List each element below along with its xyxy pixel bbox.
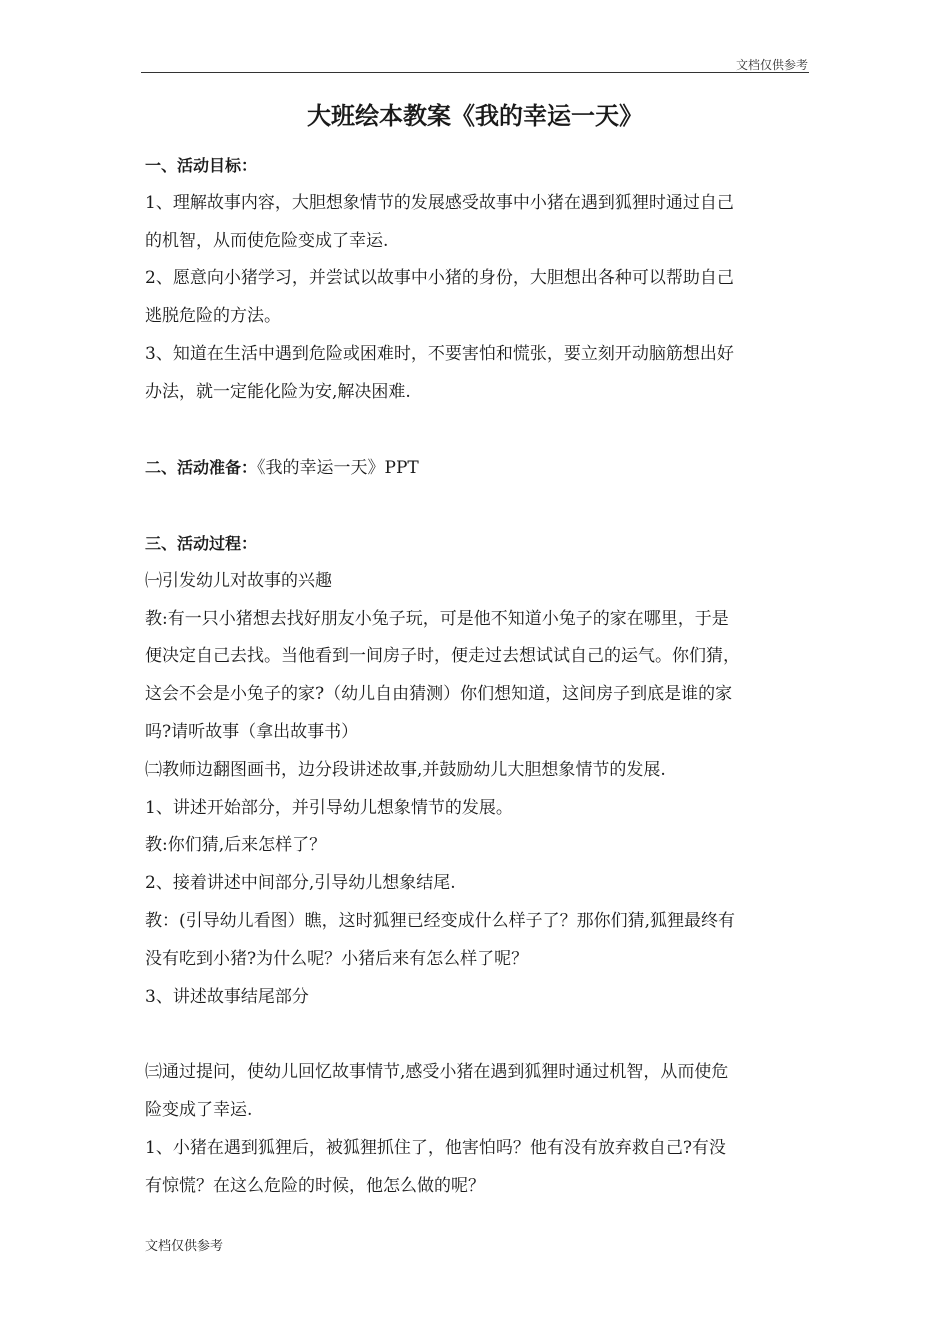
preparation-text: 《我的幸运一天》PPT bbox=[257, 458, 419, 479]
document-body bbox=[145, 147, 807, 1205]
step-3-question-1-line-2: 有惊慌？在这么危险的时候，他怎么做的呢？ bbox=[145, 1175, 485, 1196]
goal-1-line-1: 1、理解故事内容，大胆想象情节的发展感受故事中小猪在遇到狐狸时通过自己 bbox=[145, 192, 734, 213]
step-1-line-1: 教:有一只小猪想去找好朋友小兔子玩，可是他不知道小兔子的家在哪里，于是 bbox=[145, 608, 729, 629]
step-1-title: ㈠引发幼儿对故事的兴趣 bbox=[145, 570, 332, 591]
document-title: 大班绘本教案《我的幸运一天》 bbox=[307, 102, 643, 130]
step-3-question-1-line-1: 1、小猪在遇到狐狸后，被狐狸抓住了，他害怕吗？他有没有放弃救自己?有没 bbox=[145, 1137, 726, 1158]
step-2-sub-2-question-line-1: 教：(引导幼儿看图）瞧，这时狐狸已经变成什么样子了？那你们猜,狐狸最终有 bbox=[145, 910, 736, 931]
spacer bbox=[145, 412, 807, 450]
spacer bbox=[145, 487, 807, 525]
goal-3-line-2: 办法，就一定能化险为安,解决困难. bbox=[145, 381, 411, 402]
step-2-sub-1-question: 教:你们猜,后来怎样了？ bbox=[145, 835, 327, 856]
goal-1-line-2: 的机智，从而使危险变成了幸运. bbox=[145, 230, 389, 251]
step-2-sub-1: 1、讲述开始部分，并引导幼儿想象情节的发展。 bbox=[145, 797, 513, 818]
step-1-line-3: 这会不会是小兔子的家?（幼儿自由猜测）你们想知道，这间房子到底是谁的家 bbox=[145, 684, 733, 705]
step-1-line-2: 便决定自己去找。当他看到一间房子时，便走过去想试试自己的运气。你们猜， bbox=[145, 646, 740, 667]
footer-note: 文档仅供参考 bbox=[145, 1239, 224, 1254]
goal-2-line-1: 2、愿意向小猪学习，并尝试以故事中小猪的身份，大胆想出各种可以帮助自己 bbox=[145, 268, 734, 289]
goals-heading: 一、活动目标： bbox=[145, 156, 258, 175]
step-2-title: ㈡教师边翻图画书，边分段讲述故事,并鼓励幼儿大胆想象情节的发展. bbox=[145, 759, 666, 780]
step-3-line-2: 险变成了幸运. bbox=[145, 1099, 253, 1120]
spacer bbox=[145, 1016, 807, 1054]
preparation-heading: 二、活动准备： bbox=[145, 458, 258, 478]
step-2-sub-3: 3、讲述故事结尾部分 bbox=[145, 986, 309, 1007]
step-2-sub-2: 2、接着讲述中间部分,引导幼儿想象结尾. bbox=[145, 873, 456, 894]
step-1-line-4: 吗?请听故事（拿出故事书） bbox=[145, 721, 359, 742]
step-3-line-1: ㈢通过提问，使幼儿回忆故事情节,感受小猪在遇到狐狸时通过机智，从而使危 bbox=[145, 1062, 729, 1083]
goal-2-line-2: 逃脱危险的方法。 bbox=[145, 306, 281, 327]
step-2-sub-2-question-line-2: 没有吃到小猪?为什么呢？小猪后来有怎么样了呢？ bbox=[145, 948, 529, 969]
header-divider bbox=[141, 72, 809, 73]
header-note: 文档仅供参考 bbox=[735, 58, 808, 72]
goal-3-line-1: 3、知道在生活中遇到危险或困难时，不要害怕和慌张，要立刻开动脑筋想出好 bbox=[145, 343, 734, 364]
process-heading: 三、活动过程： bbox=[145, 533, 258, 553]
preparation-line bbox=[145, 449, 807, 487]
